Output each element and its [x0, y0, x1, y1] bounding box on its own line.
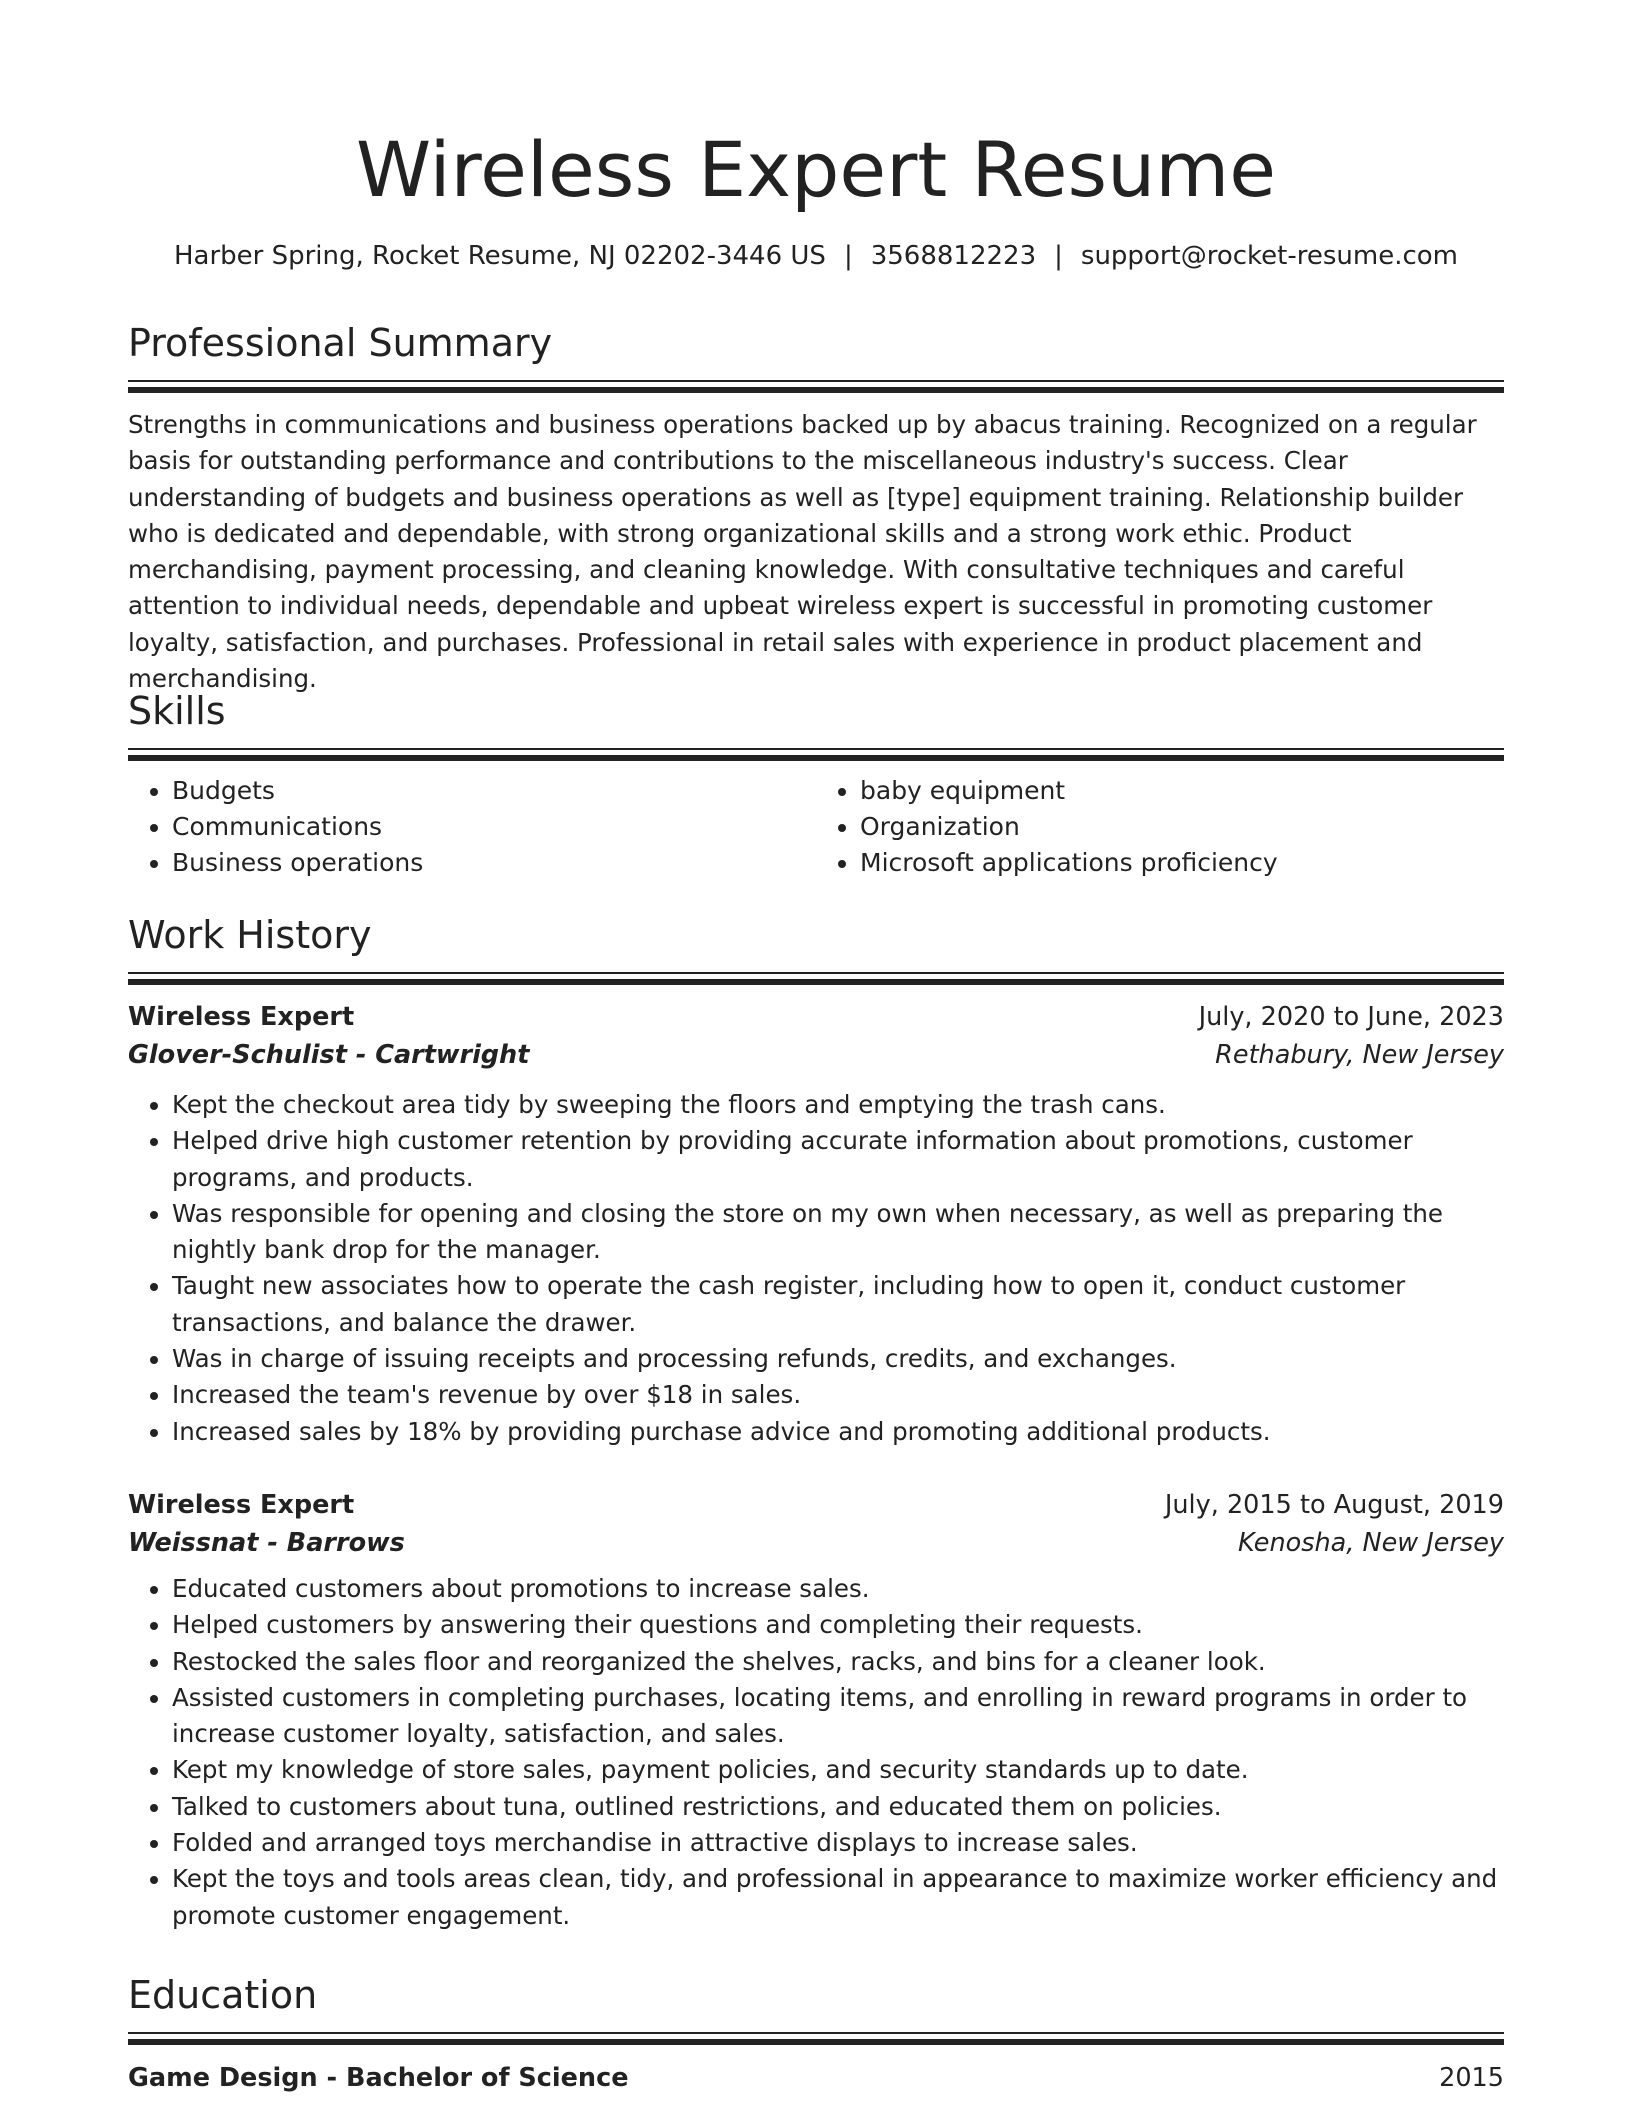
skill-item: • Communications	[172, 809, 816, 845]
section-divider-thick	[128, 387, 1504, 393]
job-company: Glover-Schulist - Cartwright	[128, 1040, 530, 1070]
skills-heading: Skills	[128, 689, 226, 733]
job-bullet: • Educated customers about promotions to increase sales.	[172, 1571, 1504, 1607]
job-dates: July, 2015 to August, 2019	[1164, 1490, 1504, 1520]
job-bullet: • Kept my knowledge of store sales, payment policies, and security standards up to date.	[172, 1752, 1504, 1788]
summary-text: Strengths in communications and business operations backed up by abacus training. Recognized on a regular basis for outstanding performance and contributions to the miscellaneous industry's success. Clear understanding of budgets and business operations as well as [type] equipment training. Relationship builder who is dedicated and dependable, with strong organizational skills and a strong work ethic. Product merchandising, payment processing, and cleaning knowledge. With consultative techniques and careful attention to individual needs, dependable and upbeat wireless expert is successful in promoting customer loyalty, satisfaction, and purchases. Professional in retail sales with experience in product placement and merchandising.	[128, 410, 1477, 694]
job-bullet: • Kept the checkout area tidy by sweeping the floors and emptying the trash cans.	[172, 1087, 1504, 1123]
summary-section	[128, 318, 1504, 697]
job-bullet: • Talked to customers about tuna, outlined restrictions, and educated them on policies.	[172, 1789, 1504, 1825]
section-divider-thick	[128, 979, 1504, 985]
job-dates: July, 2020 to June, 2023	[1198, 1002, 1504, 1032]
skill-item: • Budgets	[172, 773, 816, 809]
section-divider	[128, 2032, 1504, 2034]
job-bullet: • Taught new associates how to operate the cash register, including how to open it, conduct customer transactions, and balance the drawer.	[172, 1268, 1504, 1341]
contact-email: support@rocket-resume.com	[1080, 241, 1459, 271]
job-title: Wireless Expert	[128, 1002, 355, 1032]
education-section	[128, 1970, 1504, 2097]
job-bullet: • Was in charge of issuing receipts and processing refunds, credits, and exchanges.	[172, 1341, 1504, 1377]
skill-item: • Organization	[860, 809, 1504, 845]
contact-separator: |	[1054, 241, 1063, 271]
job-bullet: • Increased the team's revenue by over $18 in sales.	[172, 1377, 1504, 1413]
section-divider	[128, 380, 1504, 382]
work-heading: Work History	[128, 913, 372, 957]
job-bullets	[128, 1571, 1504, 1934]
skills-section	[128, 686, 1504, 881]
job-bullet: • Was responsible for opening and closing the store on my own when necessary, as well as preparing the nightly bank drop for the manager.	[172, 1196, 1504, 1269]
section-divider	[128, 748, 1504, 750]
skills-column-left	[128, 773, 816, 881]
job-location: Kenosha, New Jersey	[1237, 1528, 1504, 1558]
work-section	[128, 910, 1504, 985]
summary-heading: Professional Summary	[128, 321, 553, 365]
resume-title: Wireless Expert Resume	[355, 125, 1277, 214]
section-divider-thick	[128, 2039, 1504, 2045]
job-bullet: • Folded and arranged toys merchandise in attractive displays to increase sales.	[172, 1825, 1504, 1861]
education-year: 2015	[1439, 2063, 1504, 2093]
skill-item: • baby equipment	[860, 773, 1504, 809]
job-bullet: • Increased sales by 18% by providing purchase advice and promoting additional products.	[172, 1414, 1504, 1450]
contact-address: Harber Spring, Rocket Resume, NJ 02202-3446 US	[173, 241, 826, 271]
education-heading: Education	[128, 1973, 318, 2017]
skills-column-right	[816, 773, 1504, 881]
contact-phone: 3568812223	[870, 241, 1037, 271]
job-entry	[128, 998, 1504, 1450]
job-bullet: • Kept the toys and tools areas clean, tidy, and professional in appearance to maximize worker efficiency and promote customer engagement.	[172, 1861, 1504, 1934]
job-bullet: • Helped drive high customer retention by providing accurate information about promotions, customer programs, and products.	[172, 1123, 1504, 1196]
job-bullet: • Assisted customers in completing purchases, locating items, and enrolling in reward programs in order to increase customer loyalty, satisfaction, and sales.	[172, 1680, 1504, 1753]
job-location: Rethabury, New Jersey	[1215, 1040, 1504, 1070]
job-bullets	[128, 1087, 1504, 1450]
section-divider	[128, 972, 1504, 974]
education-degree: Game Design - Bachelor of Science	[128, 2063, 629, 2093]
job-bullet: • Helped customers by answering their questions and completing their requests.	[172, 1607, 1504, 1643]
job-company: Weissnat - Barrows	[128, 1528, 405, 1558]
contact-line	[128, 238, 1504, 274]
section-divider-thick	[128, 755, 1504, 761]
job-title: Wireless Expert	[128, 1490, 355, 1520]
skills-list	[128, 773, 1504, 881]
skill-item: • Business operations	[172, 845, 816, 881]
contact-separator: |	[843, 241, 853, 271]
job-bullet: • Restocked the sales floor and reorganized the shelves, racks, and bins for a cleaner look.	[172, 1644, 1504, 1680]
job-entry	[128, 1486, 1504, 1934]
skill-item: • Microsoft applications proficiency	[860, 845, 1504, 881]
